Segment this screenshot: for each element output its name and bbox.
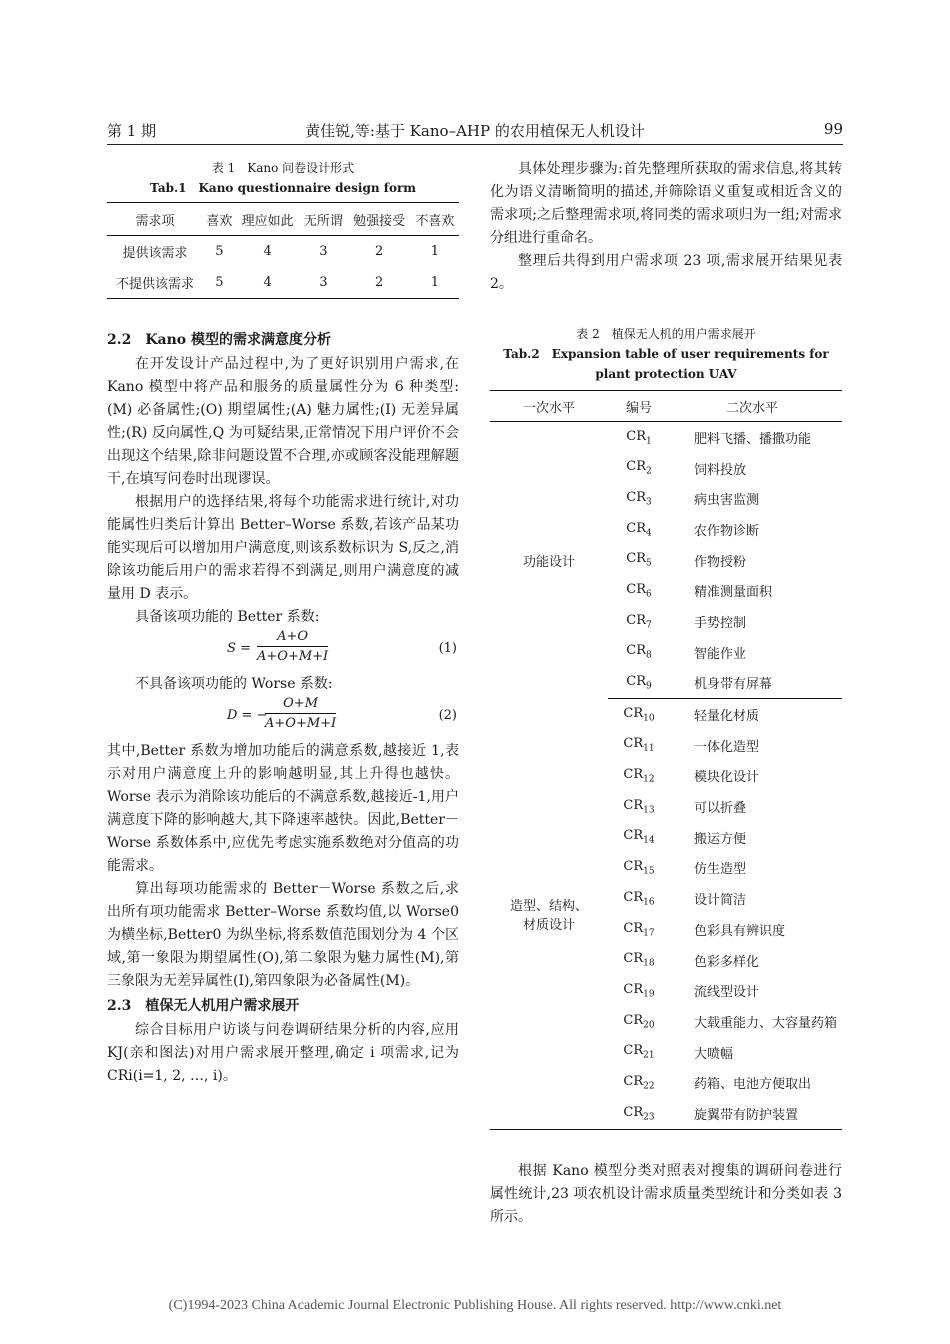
requirement-index: 16 — [643, 897, 655, 908]
requirement-name: 轻量化材质 — [694, 709, 760, 725]
requirement-index: 17 — [643, 928, 655, 939]
table-cell: 5 — [215, 244, 224, 259]
table-cell: 4 — [263, 244, 272, 259]
requirement-code: $CR_{20}$ — [623, 1012, 655, 1031]
requirement-index: 6 — [646, 589, 652, 600]
table2-header-row — [490, 391, 842, 422]
requirement-name: 流线型设计 — [694, 985, 760, 1001]
table-row — [490, 422, 842, 453]
fraction-bar — [265, 713, 336, 714]
requirement-code: $CR_6$ — [626, 581, 652, 600]
requirement-code: $CR_{16}$ — [623, 889, 655, 908]
requirement-index: 22 — [643, 1081, 655, 1092]
section-2-2-heading: 2.2 Kano 模型的需求满意度分析 — [107, 332, 331, 348]
copyright-footer: (C)1994-2023 China Academic Journal Electronic Publishing House. All rights reserved. http://www.cnki.net — [168, 1298, 782, 1313]
table-cell: 2 — [374, 275, 384, 290]
requirement-index: 8 — [646, 650, 652, 661]
requirement-name: 模块化设计 — [694, 770, 760, 786]
left-column — [107, 158, 459, 1088]
group-cell — [490, 699, 608, 1130]
table1-header-row — [107, 203, 459, 236]
paragraph: 综合目标用户访谈与问卷调研结果分析的内容,应用 KJ(亲和图法)对用户需求展开整理,确定 i 项需求,记为 CRi(i=1, 2, …, i)。 — [107, 1022, 459, 1084]
requirement-name: 大载重能力、大容量药箱 — [694, 1015, 838, 1031]
requirement-code: $CR_{15}$ — [623, 859, 655, 877]
running-title: 黄佳锐,等:基于 Kano–AHP 的农用植保无人机设计 — [305, 122, 645, 140]
table2-body — [490, 422, 842, 1130]
table-row — [107, 267, 459, 299]
table2-caption-en-2: plant protection UAV — [595, 367, 737, 381]
issue-number: 第 1 期 — [107, 122, 157, 140]
requirement-index: 5 — [646, 558, 652, 569]
equation-lhs: D = − — [227, 708, 268, 723]
requirement-index: 18 — [643, 958, 655, 969]
requirement-name: 智能作业 — [694, 646, 747, 662]
table-cell: 不提供该需求 — [115, 277, 194, 292]
requirement-name: 一体化造型 — [694, 739, 760, 755]
requirement-code: $CR_{23}$ — [623, 1104, 655, 1123]
requirement-name: 病虫害监测 — [694, 493, 760, 509]
equation-number: (1) — [438, 641, 457, 656]
requirement-name: 色彩多样化 — [694, 954, 760, 970]
requirement-name: 机身带有屏幕 — [670, 668, 842, 699]
equation-numerator: O+M — [283, 696, 319, 711]
requirement-code: $CR_{12}$ — [623, 767, 655, 785]
table-cell: 3 — [319, 275, 328, 290]
table-cell: 1 — [430, 275, 440, 290]
equation-lhs: S = — [227, 641, 251, 656]
requirement-index: 11 — [643, 744, 655, 755]
requirement-index: 20 — [643, 1020, 655, 1031]
requirement-name: 饲料投放 — [694, 462, 747, 478]
right-column — [490, 158, 842, 1229]
requirement-code: $CR_5$ — [626, 551, 652, 569]
requirement-code: $CR_{17}$ — [623, 920, 655, 939]
table1-header: 需求项 — [107, 203, 203, 236]
requirement-index: 9 — [646, 681, 652, 692]
table-cell: 2 — [374, 244, 384, 259]
table-cell: 4 — [263, 275, 272, 290]
requirement-code: $CR_{22}$ — [623, 1073, 655, 1092]
requirement-index: 4 — [646, 528, 652, 539]
table1-header: 勉强接受 — [347, 203, 410, 236]
table2 — [490, 390, 842, 1130]
equation-1 — [107, 629, 459, 673]
requirement-code: $CR_{13}$ — [623, 797, 655, 816]
equation-numerator: A+O — [277, 629, 309, 644]
requirement-name: 药箱、电池方便取出 — [694, 1077, 812, 1093]
running-header — [107, 118, 843, 145]
table1-caption-cn: 表 1 Kano 问卷设计形式 — [211, 161, 355, 175]
group-label: 造型、结构、 — [509, 898, 588, 914]
requirement-code: $CR_{18}$ — [623, 951, 655, 969]
group-label: 材质设计 — [522, 917, 575, 933]
equation-fraction — [265, 696, 336, 731]
requirement-index: 21 — [643, 1050, 655, 1061]
requirement-index: 13 — [643, 805, 655, 816]
requirement-name: 作物授粉 — [694, 554, 747, 570]
table-row — [490, 699, 842, 730]
requirement-index: 7 — [646, 620, 652, 631]
requirement-index: 19 — [643, 989, 655, 1000]
table1 — [107, 202, 459, 299]
requirement-index: 23 — [643, 1112, 655, 1123]
table1-caption-en: Tab.1 Kano questionnaire design form — [150, 181, 416, 195]
requirement-code: $CR_{14}$ — [623, 828, 655, 847]
table2-header: 一次水平 — [490, 391, 608, 422]
paragraph: 不具备该项功能的 Worse 系数: — [135, 676, 333, 692]
requirement-code: $CR_1$ — [626, 428, 652, 447]
requirement-name: 仿生造型 — [694, 862, 747, 878]
table-cell: 5 — [215, 275, 224, 290]
requirement-index: 2 — [646, 466, 652, 477]
paragraph: 具备该项功能的 Better 系数: — [135, 609, 320, 625]
requirement-code: $CR_{10}$ — [623, 705, 655, 724]
requirement-index: 12 — [643, 774, 655, 785]
requirement-name: 农作物诊断 — [694, 523, 760, 539]
requirement-name: 精准测量面积 — [694, 585, 773, 601]
requirement-name: 可以折叠 — [694, 801, 747, 817]
equation-2 — [107, 696, 459, 740]
requirement-code: $CR_3$ — [626, 489, 652, 508]
requirement-name: 肥料飞播、播撒功能 — [694, 431, 812, 447]
paragraph: 具体处理步骤为:首先整理所获取的需求信息,将其转化为语义清晰简明的描述,并筛除语义重复或相近含义的需求项;之后整理需求项,将同类的需求项归为一组;对需求分组进行重命名。 — [490, 161, 842, 246]
table1-header: 理应如此 — [236, 203, 299, 236]
section-2-3-heading: 2.3 植保无人机用户需求展开 — [107, 998, 300, 1014]
fraction-bar — [257, 646, 328, 647]
requirement-name: 手势控制 — [694, 615, 747, 631]
paragraph: 算出每项功能需求的 Better－Worse 系数之后,求出所有项功能需求 Better–Worse 系数均值,以 Worse0 为横坐标,Better0 为纵坐标,将系数值范围划分为 4 个区域,第一象限为期望属性(O),第二象限为魅力属性(M),第三象限为无差异属性(I),第四象限为必备属性(M)。 — [107, 881, 459, 989]
paragraph: 整理后共得到用户需求项 23 项,需求展开结果见表 2。 — [490, 253, 842, 292]
equation-fraction — [257, 629, 328, 664]
requirement-name: 大喷幅 — [694, 1046, 734, 1062]
requirement-index: 10 — [643, 713, 655, 724]
table-cell: 3 — [319, 244, 328, 259]
paragraph: 在开发设计产品过程中,为了更好识别用户需求,在 Kano 模型中将产品和服务的质量属性分为 6 种类型:(M) 必备属性;(O) 期望属性;(A) 魅力属性;(I) 无差异属性;(R) 反向属性,Q 为可疑结果,正常情况下用户评价不会出现这个结果,除非问题设置不合理,亦或顾客没能理解题干,在填写问卷时出现谬误。 — [107, 356, 459, 487]
equation-denominator: A+O+M+I — [257, 649, 329, 664]
paragraph: 根据用户的选择结果,将每个功能需求进行统计,对功能属性归类后计算出 Better–Worse 系数,若该产品某功能实现后可以增加用户满意度,则该系数标识为 S,反之,消除该功能后用户的需求若得不到满足,则用户满意度的减量用 D 表示。 — [107, 494, 459, 602]
requirement-index: 14 — [643, 836, 655, 847]
group-label: 功能设计 — [522, 554, 575, 570]
requirement-code: $CR_9$ — [608, 668, 670, 699]
equation-number: (2) — [438, 708, 457, 723]
table2-caption-en: Tab.2 Expansion table of user requirements for — [503, 347, 829, 361]
requirement-code: $CR_{21}$ — [623, 1043, 655, 1061]
group-cell — [490, 422, 608, 699]
table2-caption-cn: 表 2 植保无人机的用户需求展开 — [576, 327, 756, 341]
table-row — [107, 236, 459, 268]
requirement-name: 旋翼带有防护装置 — [694, 1107, 799, 1123]
table1-header: 无所谓 — [299, 203, 347, 236]
requirement-name: 设计简洁 — [694, 893, 747, 909]
table-cell: 提供该需求 — [122, 246, 188, 261]
paragraph: 其中,Better 系数为增加功能后的满意系数,越接近 1,表示对用户满意度上升的影响越明显,其上升得也越快。Worse 表示为消除该功能后的不满意系数,越接近-1,用户满意度下降的影响越大,其下降速率越快。因此,Better－Worse 系数体系中,应优先考虑实施系数绝对分值高的功能需求。 — [107, 743, 459, 874]
requirement-code: $CR_{11}$ — [623, 736, 655, 755]
table1-header: 不喜欢 — [411, 203, 459, 236]
requirement-index: 1 — [646, 436, 652, 447]
requirement-code: $CR_8$ — [626, 643, 652, 661]
requirement-code: $CR_7$ — [626, 612, 652, 631]
table2-header: 编号 — [608, 391, 670, 422]
equation-denominator: A+O+M+I — [265, 716, 337, 731]
requirement-code: $CR_2$ — [626, 459, 652, 477]
table-cell: 1 — [430, 244, 440, 259]
requirement-index: 3 — [646, 497, 652, 508]
table2-header: 二次水平 — [670, 391, 842, 422]
page-number: 99 — [823, 120, 843, 138]
requirement-name: 色彩具有辨识度 — [694, 923, 786, 939]
requirement-code: $CR_{19}$ — [623, 981, 655, 1000]
requirement-index: 15 — [643, 866, 655, 877]
table1-header: 喜欢 — [203, 203, 236, 236]
requirement-code: $CR_4$ — [626, 520, 652, 539]
paragraph: 根据 Kano 模型分类对照表对搜集的调研问卷进行属性统计,23 项农机设计需求质量类型统计和分类如表 3 所示。 — [490, 1162, 842, 1225]
requirement-name: 搬运方便 — [694, 831, 747, 847]
